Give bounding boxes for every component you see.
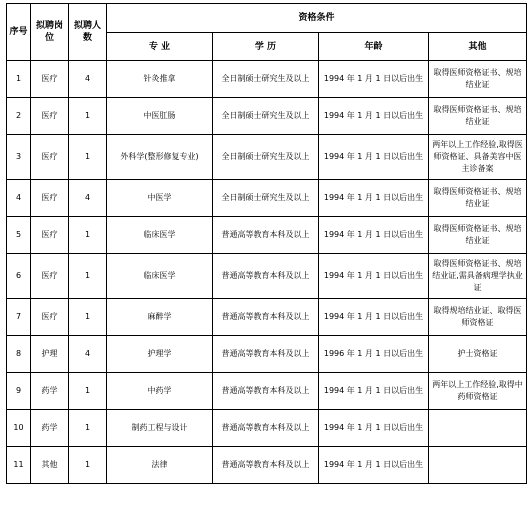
cell-count: 1 <box>69 410 107 447</box>
cell-seq: 11 <box>7 447 31 484</box>
header-post: 拟聘岗位 <box>31 4 69 61</box>
cell-major: 制药工程与设计 <box>107 410 213 447</box>
cell-post: 药学 <box>31 410 69 447</box>
cell-seq: 7 <box>7 299 31 336</box>
table-row <box>7 336 527 373</box>
cell-other: 取得规培结业证、取得医师资格证 <box>429 299 527 336</box>
cell-post: 其他 <box>31 447 69 484</box>
cell-other: 取得医师资格证书、规培结业证 <box>429 98 527 135</box>
table-row <box>7 410 527 447</box>
cell-seq: 10 <box>7 410 31 447</box>
cell-education: 全日制硕士研究生及以上 <box>213 180 319 217</box>
header-major: 专 业 <box>107 33 213 61</box>
cell-education: 全日制硕士研究生及以上 <box>213 61 319 98</box>
cell-other: 两年以上工作经验,取得中药师资格证 <box>429 373 527 410</box>
cell-education: 普通高等教育本科及以上 <box>213 254 319 299</box>
cell-major: 法律 <box>107 447 213 484</box>
cell-education: 普通高等教育本科及以上 <box>213 336 319 373</box>
cell-education: 全日制硕士研究生及以上 <box>213 98 319 135</box>
cell-age: 1994 年 1 月 1 日以后出生 <box>319 254 429 299</box>
cell-age: 1994 年 1 月 1 日以后出生 <box>319 180 429 217</box>
cell-count: 1 <box>69 135 107 180</box>
cell-other <box>429 410 527 447</box>
cell-major: 临床医学 <box>107 254 213 299</box>
table-row <box>7 98 527 135</box>
cell-count: 4 <box>69 336 107 373</box>
cell-seq: 4 <box>7 180 31 217</box>
cell-seq: 1 <box>7 61 31 98</box>
cell-post: 医疗 <box>31 61 69 98</box>
header-age: 年龄 <box>319 33 429 61</box>
cell-other: 取得医师资格证书、规培结业证 <box>429 61 527 98</box>
cell-age: 1994 年 1 月 1 日以后出生 <box>319 98 429 135</box>
cell-major: 中医学 <box>107 180 213 217</box>
cell-seq: 3 <box>7 135 31 180</box>
table-row <box>7 299 527 336</box>
cell-count: 1 <box>69 299 107 336</box>
cell-post: 医疗 <box>31 135 69 180</box>
cell-education: 普通高等教育本科及以上 <box>213 447 319 484</box>
table-row <box>7 135 527 180</box>
cell-other: 两年以上工作经验,取得医师资格证、具备美容中医主诊备案 <box>429 135 527 180</box>
table-row <box>7 373 527 410</box>
cell-post: 护理 <box>31 336 69 373</box>
recruitment-table-container <box>6 3 526 484</box>
cell-count: 1 <box>69 373 107 410</box>
cell-major: 中药学 <box>107 373 213 410</box>
header-other: 其他 <box>429 33 527 61</box>
cell-education: 普通高等教育本科及以上 <box>213 299 319 336</box>
cell-major: 护理学 <box>107 336 213 373</box>
cell-post: 药学 <box>31 373 69 410</box>
cell-count: 1 <box>69 447 107 484</box>
header-row-1 <box>7 4 527 33</box>
cell-other: 取得医师资格证书、规培结业证 <box>429 217 527 254</box>
cell-major: 针灸推拿 <box>107 61 213 98</box>
cell-age: 1994 年 1 月 1 日以后出生 <box>319 135 429 180</box>
cell-seq: 9 <box>7 373 31 410</box>
cell-other: 取得医师资格证书、规培结业证 <box>429 180 527 217</box>
cell-major: 麻醉学 <box>107 299 213 336</box>
table-row <box>7 447 527 484</box>
cell-age: 1994 年 1 月 1 日以后出生 <box>319 373 429 410</box>
cell-seq: 2 <box>7 98 31 135</box>
recruitment-table <box>6 3 527 484</box>
cell-major: 外科学(整形修复专业) <box>107 135 213 180</box>
cell-education: 普通高等教育本科及以上 <box>213 217 319 254</box>
table-row <box>7 180 527 217</box>
table-row <box>7 254 527 299</box>
cell-education: 全日制硕士研究生及以上 <box>213 135 319 180</box>
cell-age: 1994 年 1 月 1 日以后出生 <box>319 299 429 336</box>
header-count: 拟聘人数 <box>69 4 107 61</box>
cell-seq: 5 <box>7 217 31 254</box>
cell-other: 取得医师资格证书、规培结业证,需具备病理学执业证 <box>429 254 527 299</box>
cell-age: 1996 年 1 月 1 日以后出生 <box>319 336 429 373</box>
cell-seq: 6 <box>7 254 31 299</box>
cell-major: 临床医学 <box>107 217 213 254</box>
cell-count: 1 <box>69 98 107 135</box>
cell-age: 1994 年 1 月 1 日以后出生 <box>319 217 429 254</box>
cell-count: 4 <box>69 180 107 217</box>
cell-age: 1994 年 1 月 1 日以后出生 <box>319 410 429 447</box>
cell-post: 医疗 <box>31 299 69 336</box>
cell-major: 中医肛肠 <box>107 98 213 135</box>
cell-education: 普通高等教育本科及以上 <box>213 373 319 410</box>
cell-education: 普通高等教育本科及以上 <box>213 410 319 447</box>
header-seq: 序号 <box>7 4 31 61</box>
cell-age: 1994 年 1 月 1 日以后出生 <box>319 447 429 484</box>
cell-seq: 8 <box>7 336 31 373</box>
cell-post: 医疗 <box>31 254 69 299</box>
table-row <box>7 61 527 98</box>
cell-count: 1 <box>69 217 107 254</box>
cell-post: 医疗 <box>31 217 69 254</box>
header-qualifications: 资格条件 <box>107 4 527 33</box>
cell-post: 医疗 <box>31 98 69 135</box>
cell-post: 医疗 <box>31 180 69 217</box>
cell-other: 护士资格证 <box>429 336 527 373</box>
cell-age: 1994 年 1 月 1 日以后出生 <box>319 61 429 98</box>
cell-count: 1 <box>69 254 107 299</box>
cell-count: 4 <box>69 61 107 98</box>
table-row <box>7 217 527 254</box>
cell-other <box>429 447 527 484</box>
header-education: 学 历 <box>213 33 319 61</box>
